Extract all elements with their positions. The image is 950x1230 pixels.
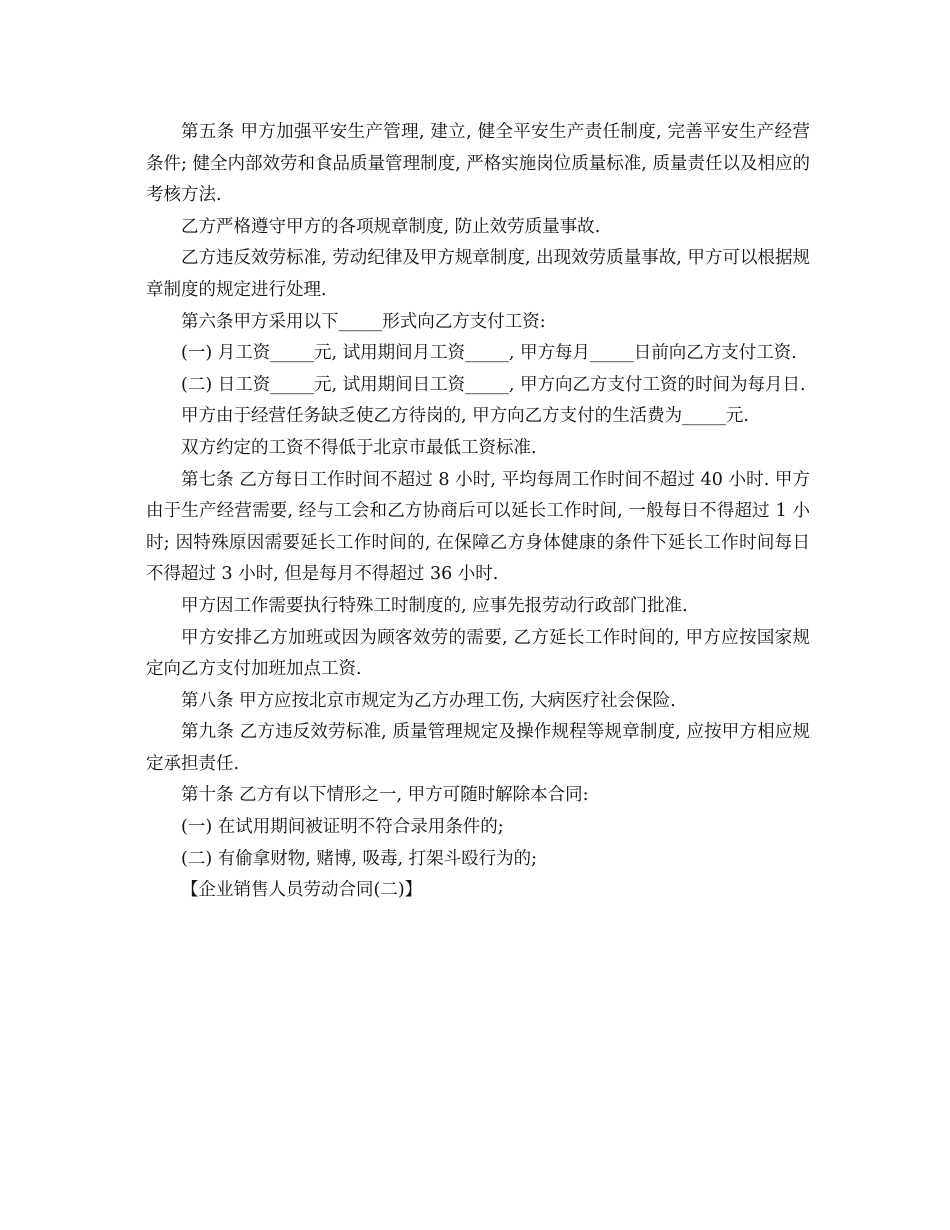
paragraph-overtime-pay: 甲方安排乙方加班或因为顾客效劳的需要, 乙方延长工作时间的, 甲方应按国家规定向乙方支付加班加点工资.	[146, 627, 810, 680]
paragraph-article-6: 第六条甲方采用以下_____形式向乙方支付工资:	[181, 311, 546, 332]
paragraph-article-9: 第九条 乙方违反效劳标准, 质量管理规定及操作规程等规章制度, 应按甲方相应规定承担责任.	[146, 722, 810, 774]
paragraph-article-7: 第七条 乙方每日工作时间不超过 8 小时, 平均每周工作时间不超过 40 小时. 甲方由于生产经营需要, 经与工会和乙方协商后可以延长工作时间, 一般每日不得超过 1 小时; 因特殊原因需要延长工作时间的, 在保障乙方身体健康的条件下延长工作时间每日不得超过 3 小时, 但是每月不得超过 36 小时.	[146, 469, 810, 585]
paragraph-living-allowance: 甲方由于经营任务缺乏使乙方待岗的, 甲方向乙方支付的生活费为_____元.	[181, 406, 749, 427]
paragraph-termination-1: (一) 在试用期间被证明不符合录用条件的;	[181, 817, 504, 838]
paragraph-special-hours: 甲方因工作需要执行特殊工时制度的, 应事先报劳动行政部门批准.	[181, 595, 688, 616]
paragraph-party-b-violation: 乙方违反效劳标准, 劳动纪律及甲方规章制度, 出现效劳质量事故, 甲方可以根据规章制度的规定进行处理.	[146, 248, 810, 300]
paragraph-minimum-wage: 双方约定的工资不得低于北京市最低工资标准.	[181, 437, 537, 458]
paragraph-article-5: 第五条 甲方加强平安生产管理, 建立, 健全平安生产责任制度, 完善平安生产经营条件; 健全内部效劳和食品质量管理制度, 严格实施岗位质量标准, 质量责任以及相应的考核方法.	[146, 122, 810, 206]
contract-body	[146, 117, 810, 907]
paragraph-article-8: 第八条 甲方应按北京市规定为乙方办理工伤, 大病医疗社会保险.	[181, 690, 676, 711]
paragraph-daily-wage: (二) 日工资_____元, 试用期间日工资_____, 甲方向乙方支付工资的时间为每月日.	[181, 374, 806, 395]
paragraph-article-10: 第十条 乙方有以下情形之一, 甲方可随时解除本合同:	[181, 785, 589, 806]
section-title-contract-2: 【企业销售人员劳动合同(二)】	[181, 880, 423, 901]
paragraph-monthly-wage: (一) 月工资_____元, 试用期间月工资_____, 甲方每月_____日前向乙方支付工资.	[181, 343, 797, 364]
paragraph-party-b-comply: 乙方严格遵守甲方的各项规章制度, 防止效劳质量事故.	[181, 216, 601, 237]
paragraph-termination-2: (二) 有偷拿财物, 赌博, 吸毒, 打架斗殴行为的;	[181, 848, 537, 869]
